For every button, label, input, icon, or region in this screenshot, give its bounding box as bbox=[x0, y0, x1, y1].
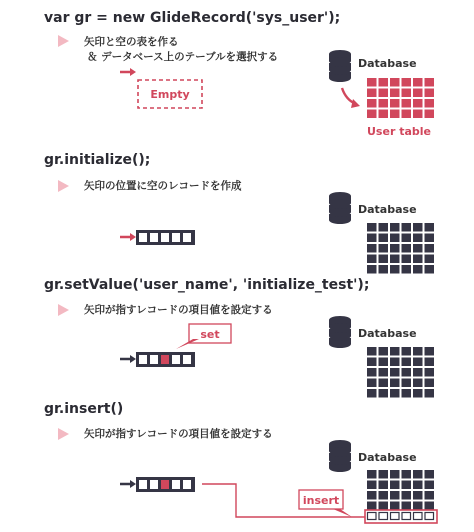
database-label: Database bbox=[358, 327, 417, 340]
table-cell bbox=[367, 347, 377, 356]
bullet-triangle-icon bbox=[58, 180, 69, 192]
table-cell bbox=[413, 78, 423, 87]
table-cell bbox=[425, 389, 435, 398]
table-cell bbox=[367, 223, 377, 232]
table-cell bbox=[413, 358, 423, 367]
table-cell bbox=[367, 470, 377, 479]
table-cell bbox=[402, 234, 412, 243]
table-cell bbox=[379, 368, 389, 377]
table-cell bbox=[413, 223, 423, 232]
table-cell bbox=[390, 379, 400, 388]
table-cell bbox=[402, 470, 412, 479]
table-cell bbox=[413, 389, 423, 398]
record-row bbox=[136, 352, 195, 367]
table-cell bbox=[402, 347, 412, 356]
note-line: 矢印が指すレコードの項目値を設定する bbox=[84, 428, 273, 440]
table-cell bbox=[413, 234, 423, 243]
record-cell bbox=[172, 480, 180, 489]
pointer-arrow-icon bbox=[120, 480, 136, 488]
table-cell bbox=[425, 265, 435, 274]
table-cell bbox=[390, 99, 400, 108]
table-cell bbox=[413, 502, 423, 511]
table-cell bbox=[367, 481, 377, 490]
table-cell bbox=[379, 502, 389, 511]
table-cell bbox=[413, 491, 423, 500]
table-cell bbox=[402, 379, 412, 388]
table-cell bbox=[413, 89, 423, 98]
table-cell bbox=[390, 368, 400, 377]
database-icon bbox=[329, 192, 351, 224]
curved-arrow-icon bbox=[342, 88, 360, 108]
table-cell bbox=[402, 110, 412, 119]
table-cell bbox=[390, 110, 400, 119]
inserted-row-cell bbox=[368, 513, 377, 520]
pointer-arrow-icon bbox=[120, 68, 136, 76]
table-cell bbox=[379, 255, 389, 264]
table-cell bbox=[390, 502, 400, 511]
record-cell-set bbox=[161, 355, 169, 364]
table-cell bbox=[390, 255, 400, 264]
empty-label: Empty bbox=[150, 88, 190, 101]
table-cell bbox=[402, 358, 412, 367]
table-cell bbox=[390, 89, 400, 98]
user-table-grid bbox=[366, 77, 436, 120]
record-cell bbox=[150, 233, 158, 242]
table-cell bbox=[413, 255, 423, 264]
code-line: gr.initialize(); bbox=[44, 152, 151, 168]
table-cell bbox=[390, 389, 400, 398]
table-cell bbox=[390, 223, 400, 232]
svg-text:insert: insert bbox=[302, 494, 340, 507]
table-cell bbox=[402, 99, 412, 108]
table-cell bbox=[367, 244, 377, 253]
table-cell bbox=[425, 358, 435, 367]
inserted-row-cell bbox=[414, 513, 423, 520]
table-cell bbox=[367, 78, 377, 87]
record-cell bbox=[172, 355, 180, 364]
table-cell bbox=[367, 89, 377, 98]
inserted-row-cell bbox=[402, 513, 411, 520]
table-cell bbox=[425, 502, 435, 511]
table-cell bbox=[425, 255, 435, 264]
insert-callout bbox=[299, 490, 352, 517]
table-cell bbox=[425, 234, 435, 243]
table-cell bbox=[390, 78, 400, 87]
table-cell bbox=[367, 358, 377, 367]
table-cell bbox=[379, 358, 389, 367]
table-cell bbox=[379, 234, 389, 243]
table-cell bbox=[413, 347, 423, 356]
inserted-row-cell bbox=[379, 513, 388, 520]
empty-record-row bbox=[136, 230, 195, 245]
pointer-arrow-icon bbox=[120, 355, 136, 363]
table-cell bbox=[402, 389, 412, 398]
table-cell bbox=[413, 265, 423, 274]
record-cell bbox=[150, 480, 158, 489]
database-label: Database bbox=[358, 57, 417, 70]
table-cell bbox=[425, 491, 435, 500]
table-cell bbox=[425, 481, 435, 490]
user-table-label: User table bbox=[367, 125, 431, 138]
table-cell bbox=[367, 502, 377, 511]
table-cell bbox=[379, 379, 389, 388]
database-label: Database bbox=[358, 451, 417, 464]
table-cell bbox=[402, 502, 412, 511]
table-cell bbox=[379, 389, 389, 398]
table-cell bbox=[379, 265, 389, 274]
table-cell bbox=[367, 491, 377, 500]
table-cell bbox=[413, 110, 423, 119]
table-cell bbox=[413, 470, 423, 479]
table-cell bbox=[425, 99, 435, 108]
table-cell bbox=[413, 481, 423, 490]
table-cell bbox=[390, 265, 400, 274]
table-cell bbox=[379, 223, 389, 232]
table-cell bbox=[379, 99, 389, 108]
code-line: gr.setValue('user_name', 'initialize_test'); bbox=[44, 277, 370, 293]
table-cell bbox=[379, 491, 389, 500]
table-cell bbox=[390, 234, 400, 243]
table-cell bbox=[425, 223, 435, 232]
table-cell bbox=[413, 99, 423, 108]
table-cell bbox=[425, 368, 435, 377]
set-callout bbox=[176, 324, 231, 349]
user-table-grid bbox=[366, 469, 436, 512]
table-cell bbox=[379, 89, 389, 98]
table-cell bbox=[425, 470, 435, 479]
table-cell bbox=[367, 368, 377, 377]
table-cell bbox=[379, 110, 389, 119]
database-icon bbox=[329, 50, 351, 82]
table-cell bbox=[367, 110, 377, 119]
record-cell bbox=[139, 233, 147, 242]
table-cell bbox=[413, 244, 423, 253]
table-cell bbox=[402, 78, 412, 87]
table-cell bbox=[390, 481, 400, 490]
table-cell bbox=[379, 78, 389, 87]
table-cell bbox=[413, 368, 423, 377]
table-cell bbox=[402, 223, 412, 232]
record-cell bbox=[161, 233, 169, 242]
table-cell bbox=[402, 368, 412, 377]
database-label: Database bbox=[358, 203, 417, 216]
table-cell bbox=[367, 379, 377, 388]
record-cell bbox=[139, 480, 147, 489]
table-cell bbox=[367, 234, 377, 243]
table-cell bbox=[425, 110, 435, 119]
table-cell bbox=[367, 265, 377, 274]
code-line: var gr = new GlideRecord('sys_user'); bbox=[44, 10, 341, 26]
table-cell bbox=[379, 470, 389, 479]
table-cell bbox=[367, 389, 377, 398]
table-cell bbox=[402, 481, 412, 490]
table-cell bbox=[390, 358, 400, 367]
table-cell bbox=[425, 78, 435, 87]
table-cell bbox=[402, 244, 412, 253]
bullet-triangle-icon bbox=[58, 428, 69, 440]
inserted-row-cell bbox=[425, 513, 434, 520]
table-cell bbox=[390, 244, 400, 253]
table-cell bbox=[390, 470, 400, 479]
table-cell bbox=[425, 244, 435, 253]
database-icon bbox=[329, 440, 351, 472]
record-cell-set bbox=[161, 480, 169, 489]
record-row bbox=[136, 477, 195, 492]
pointer-arrow-icon bbox=[120, 233, 136, 241]
table-cell bbox=[390, 491, 400, 500]
database-icon bbox=[329, 316, 351, 348]
table-cell bbox=[413, 379, 423, 388]
user-table-grid bbox=[366, 346, 436, 400]
table-cell bbox=[402, 265, 412, 274]
table-cell bbox=[367, 255, 377, 264]
note-line: ＆ データベース上のテーブルを選択する bbox=[87, 51, 279, 63]
inserted-row-cell bbox=[391, 513, 400, 520]
record-cell bbox=[139, 355, 147, 364]
note-line: 矢印と空の表を作る bbox=[84, 36, 179, 48]
record-cell bbox=[183, 480, 191, 489]
code-line: gr.insert() bbox=[44, 401, 124, 417]
note-line: 矢印が指すレコードの項目値を設定する bbox=[84, 304, 273, 316]
step-4 bbox=[44, 401, 437, 523]
table-cell bbox=[379, 481, 389, 490]
table-cell bbox=[402, 89, 412, 98]
record-cell bbox=[183, 233, 191, 242]
table-cell bbox=[425, 347, 435, 356]
table-cell bbox=[402, 255, 412, 264]
user-table-grid bbox=[366, 222, 436, 276]
table-cell bbox=[425, 379, 435, 388]
svg-text:set: set bbox=[200, 328, 220, 341]
table-cell bbox=[379, 347, 389, 356]
record-cell bbox=[172, 233, 180, 242]
step-2 bbox=[44, 152, 436, 276]
table-cell bbox=[402, 491, 412, 500]
record-cell bbox=[183, 355, 191, 364]
note-line: 矢印の位置に空のレコードを作成 bbox=[84, 180, 242, 192]
bullet-triangle-icon bbox=[58, 35, 69, 47]
bullet-triangle-icon bbox=[58, 304, 69, 316]
record-cell bbox=[150, 355, 158, 364]
table-cell bbox=[390, 347, 400, 356]
table-cell bbox=[367, 99, 377, 108]
step-3 bbox=[44, 277, 436, 400]
step-1 bbox=[44, 10, 436, 138]
table-cell bbox=[379, 244, 389, 253]
inserted-record-row bbox=[365, 510, 437, 523]
table-cell bbox=[425, 89, 435, 98]
